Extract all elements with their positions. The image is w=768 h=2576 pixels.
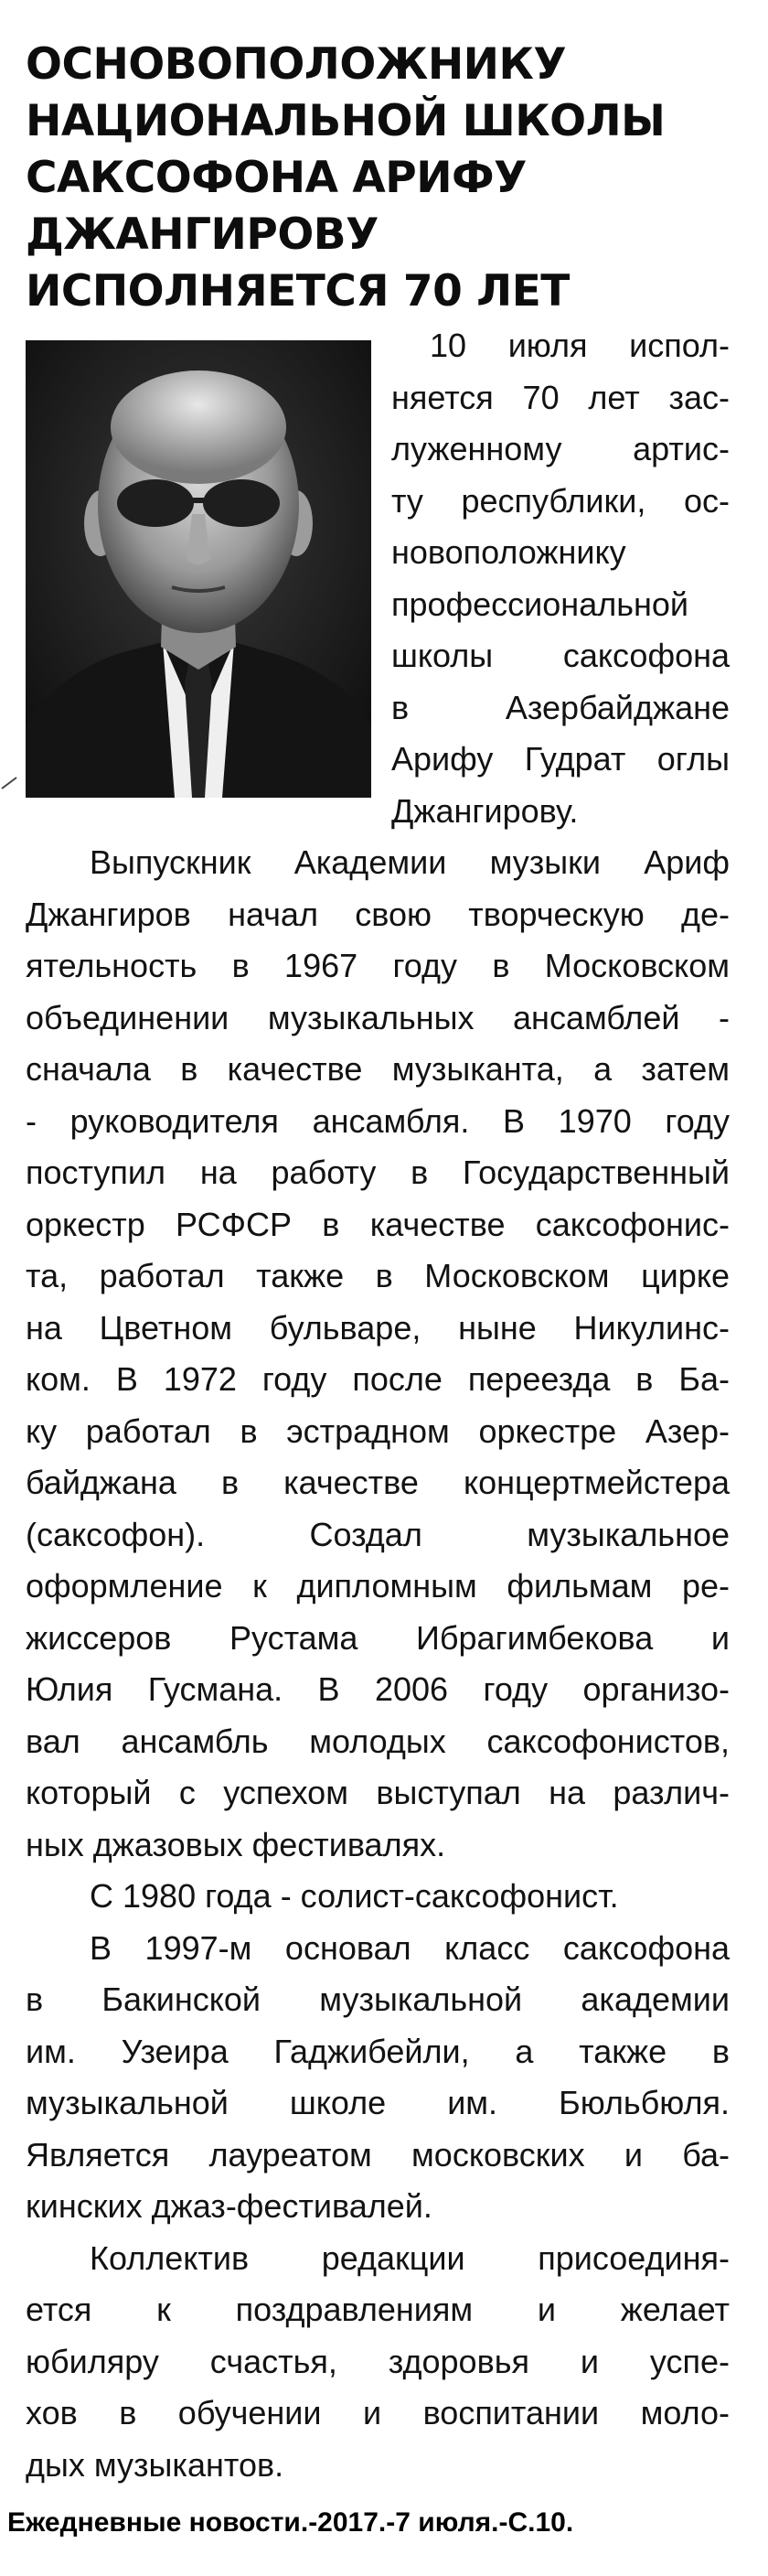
headline-line: САКСОФОНА АРИФУ <box>26 153 527 203</box>
text-line: няется 70 лет зас- <box>391 378 730 416</box>
text-line: в Азербайджане <box>391 688 730 726</box>
text-line: байджана в качестве концертмейстера <box>26 1464 730 1501</box>
headline-line: ИСПОЛНЯЕТСЯ 70 ЛЕТ <box>26 266 570 317</box>
text-line: ных джазовых фестивалях. <box>26 1825 446 1863</box>
text-line: поступил на работу в Государственный <box>26 1154 730 1191</box>
text-line: та, работал также в Московском цирке <box>26 1257 730 1294</box>
text-line: сначала в качестве музыканта, а затем <box>26 1050 730 1088</box>
text-line: Джангирову. <box>391 791 579 830</box>
text-line: который с успехом выступал на различ- <box>26 1774 730 1811</box>
text-line: Юлия Гусмана. В 2006 году организо- <box>26 1670 730 1708</box>
text-line: луженному артис- <box>391 430 730 467</box>
text-line: юбиляру счастья, здоровья и успе- <box>26 2342 730 2380</box>
text-line: музыкальной школе им. Бюльбюля. <box>26 2084 730 2121</box>
text-line: школы саксофона <box>391 637 730 674</box>
text-line: ком. В 1972 году после переезда в Ба- <box>26 1360 730 1398</box>
text-line: им. Узеира Гаджибейли, а также в <box>26 2032 730 2070</box>
text-line: оформление к дипломным фильмам ре- <box>26 1567 730 1605</box>
text-line: - руководителя ансамбля. В 1970 году <box>26 1101 730 1140</box>
text-line: дых музыкантов. <box>26 2445 284 2484</box>
headline-line: ОСНОВОПОЛОЖНИКУ <box>26 39 567 90</box>
text-line: (саксофон). Создал музыкальное <box>26 1515 730 1553</box>
headline-line: ДЖАНГИРОВУ <box>26 209 379 260</box>
text-line: в Бакинской музыкальной академии <box>26 1980 730 2018</box>
text-line: на Цветном бульваре, ныне Никулинс- <box>26 1308 730 1347</box>
text-line: профессиональной <box>391 585 688 623</box>
headline <box>26 37 720 320</box>
text-line: Выпускник Академии музыки Ариф <box>90 843 730 881</box>
text-line: оркестр РСФСР в качестве саксофонис- <box>26 1205 730 1243</box>
text-line: хов в обучении и воспитании моло- <box>26 2394 730 2431</box>
headline-line: НАЦИОНАЛЬНОЙ ШКОЛЫ <box>26 96 666 146</box>
scan-mark-icon <box>0 774 20 792</box>
text-line: В 1997-м основал класс саксофона <box>90 1928 730 1967</box>
article-body <box>26 320 730 2491</box>
text-line: вал ансамбль молодых саксофонистов, <box>26 1722 730 1760</box>
text-line: ту республики, ос- <box>391 481 730 520</box>
text-line: жиссеров Рустама Ибрагимбекова и <box>26 1618 730 1657</box>
text-line: ку работал в эстрадном оркестре Азер- <box>26 1411 730 1450</box>
text-line: Является лауреатом московских и ба- <box>26 2135 730 2174</box>
text-line: ется к поздравлениям и желает <box>26 2291 730 2328</box>
text-line: объединении музыкальных ансамблей - <box>26 998 730 1036</box>
text-line: кинских джаз-фестивалей. <box>26 2187 432 2225</box>
text-line: 10 июля испол- <box>430 327 730 364</box>
source-citation: Ежедневные новости.-2017.-7 июля.-С.10. <box>7 2507 574 2538</box>
text-line: Коллектив редакции присоединя- <box>90 2238 730 2277</box>
text-line: ятельность в 1967 году в Московском <box>26 947 730 984</box>
text-line: Арифу Гудрат оглы <box>391 740 730 778</box>
text-line: Джангиров начал свою творческую де- <box>26 895 730 933</box>
text-line: новоположнику <box>391 533 626 571</box>
text-line: С 1980 года - солист-саксофонист. <box>90 1877 619 1915</box>
